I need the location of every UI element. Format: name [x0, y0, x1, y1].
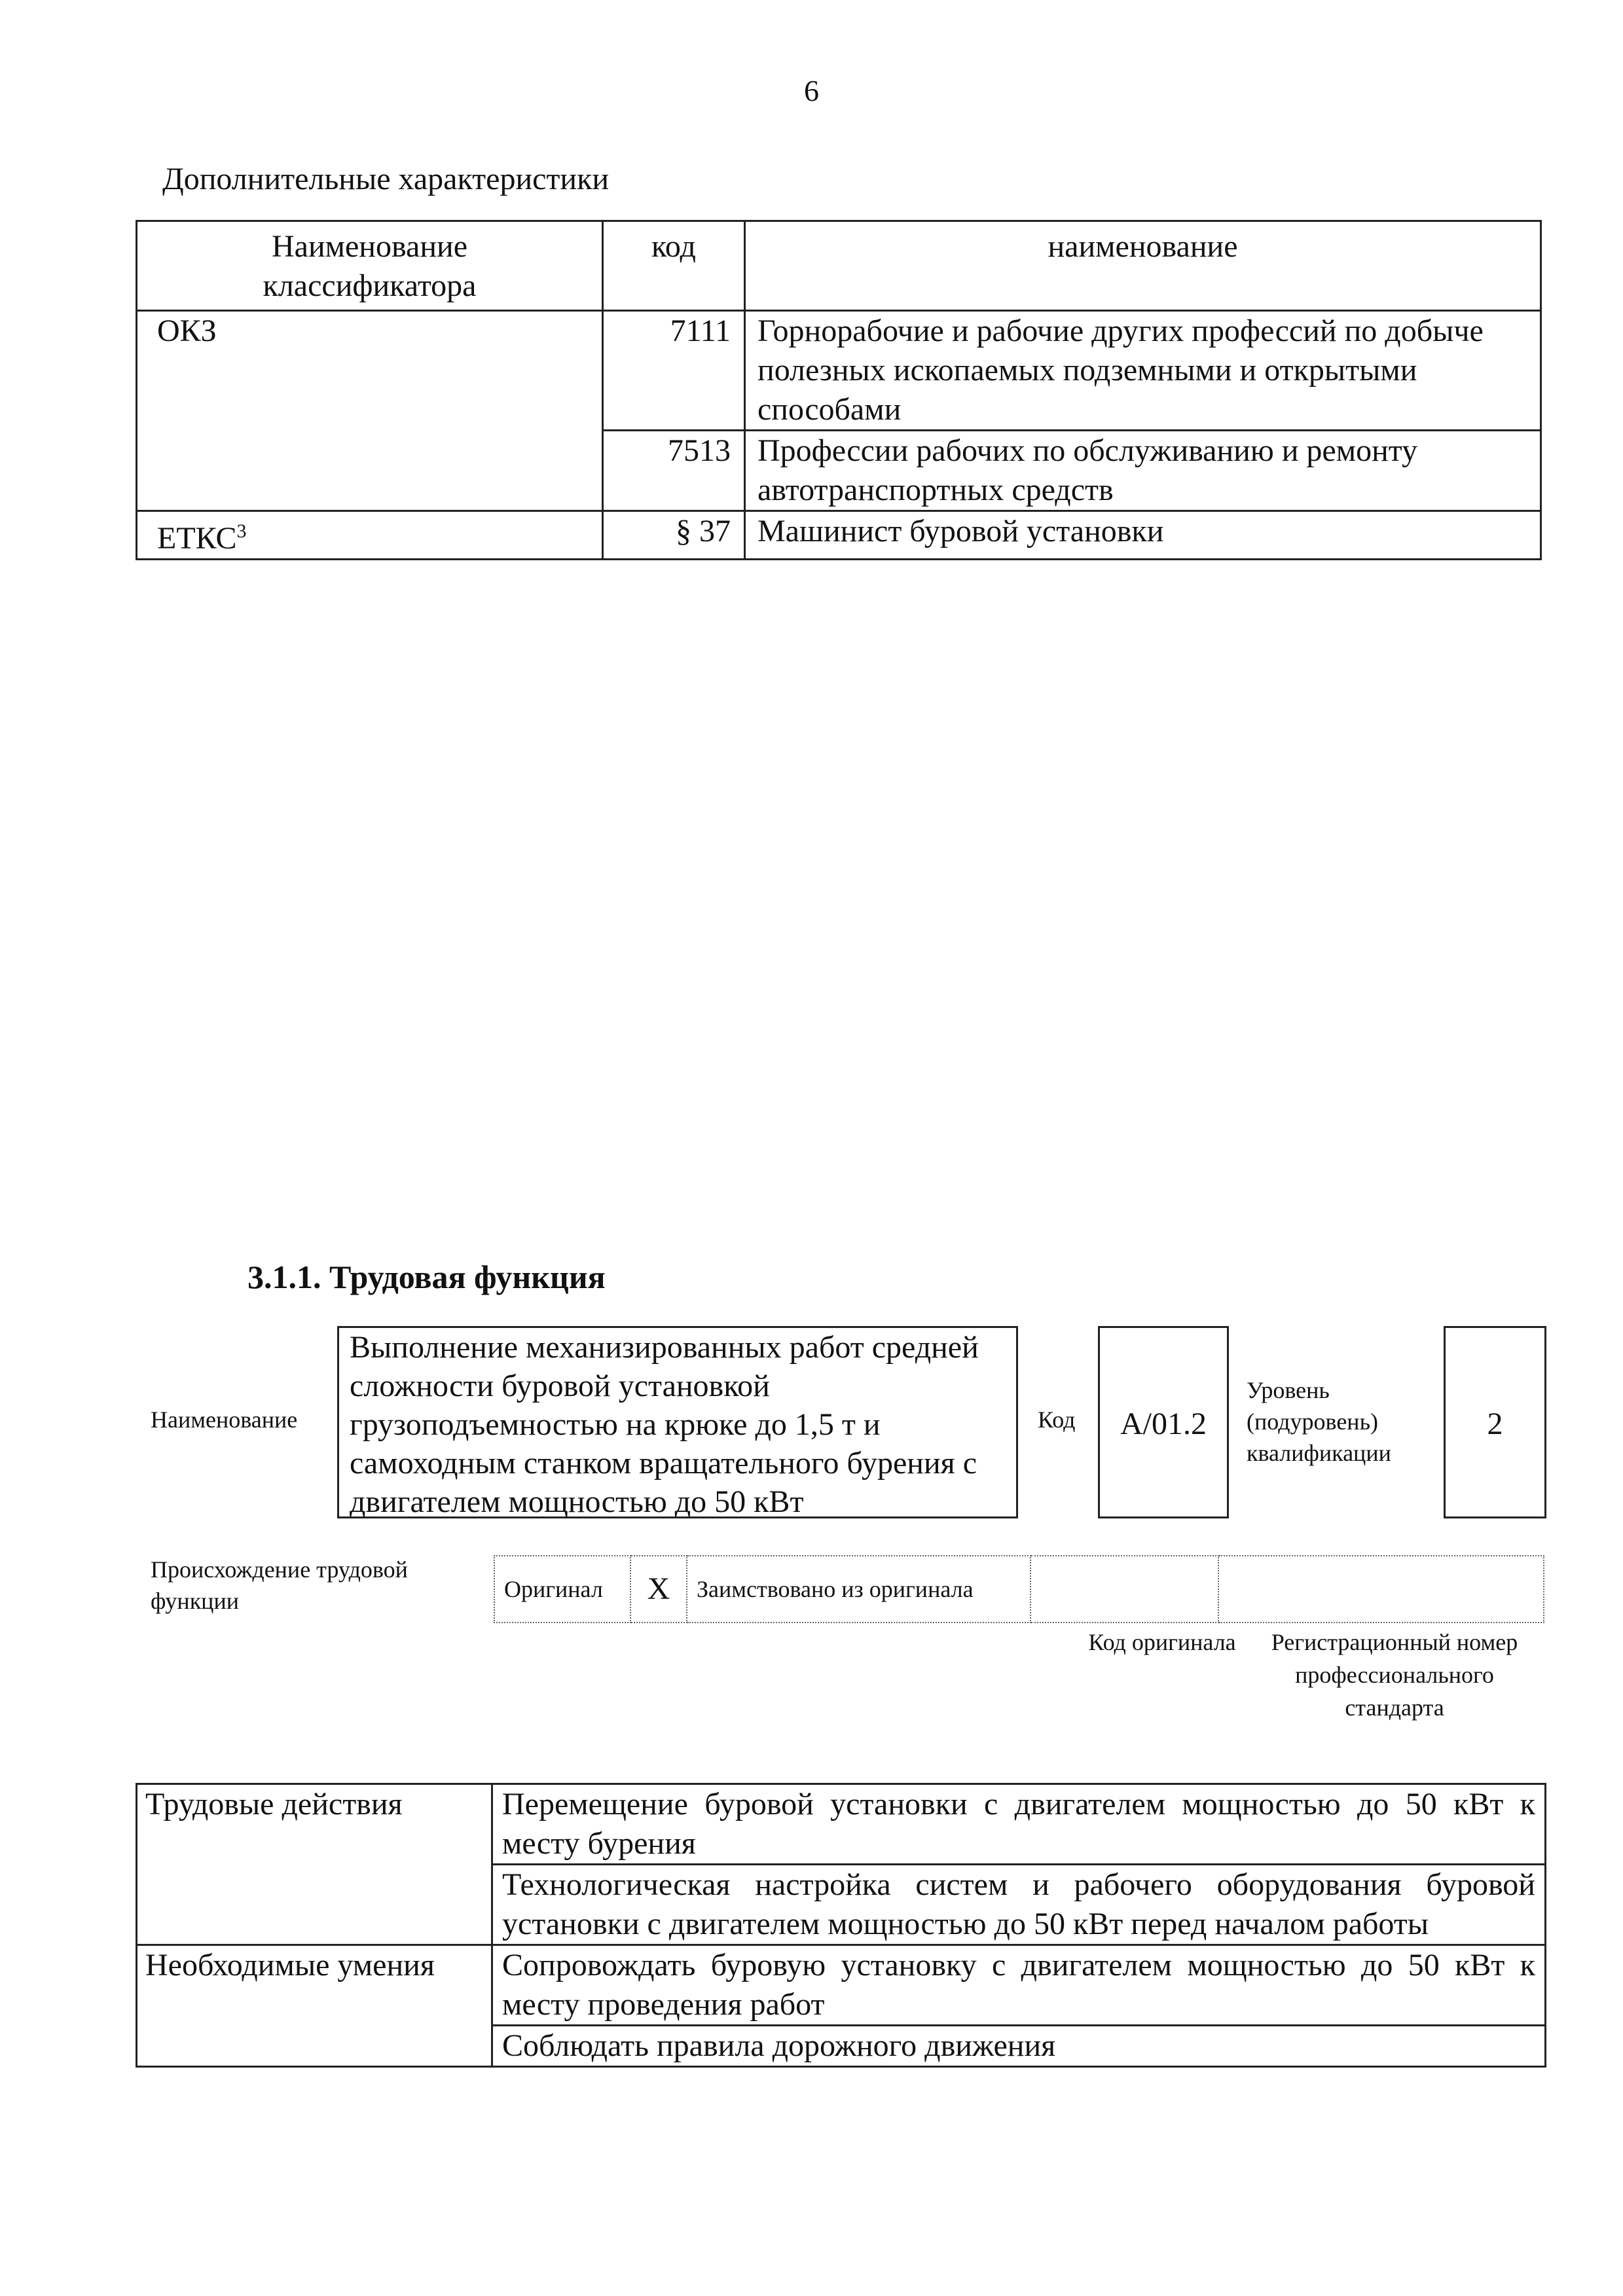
borrowed-label: Заимствовано из оригинала — [687, 1556, 1030, 1623]
classifier-cell: ОКЗ — [137, 311, 603, 511]
table-row — [137, 311, 1541, 431]
labor-function-heading: 3.1.1. Трудовая функция — [247, 1259, 606, 1295]
footnote-mark: 3 — [236, 520, 247, 542]
name-cell: Профессии рабочих по обслуживанию и ремонту автотранспортных средств — [745, 431, 1541, 511]
table-row — [137, 1945, 1546, 2026]
table-row — [137, 511, 1541, 560]
original-label: Оригинал — [494, 1556, 630, 1623]
actions-table — [136, 1783, 1546, 2068]
code-cell: § 37 — [603, 511, 745, 560]
origin-label: Происхождение трудовой функции — [151, 1556, 408, 1614]
name-cell: Горнорабочие и рабочие других профессий по добыче полезных ископаемых подземными и открытыми способами — [745, 311, 1541, 431]
function-name-value: Выполнение механизированных работ средней сложности буровой установкой грузоподъемностью на крюке до 1,5 т и самоходным станком вращательного бурения с двигателем мощностью до 50 кВт — [337, 1326, 1018, 1518]
original-code-caption: Код оригинала — [1088, 1629, 1236, 1655]
registration-number-caption: Регистрационный номер профессионального стандарта — [1271, 1629, 1518, 1721]
classifier-cell: ЕТКС$^3$ — [137, 511, 603, 560]
origin-table — [494, 1555, 1544, 1623]
header-name: наименование — [745, 221, 1541, 311]
code-value: А/01.2 — [1098, 1326, 1229, 1518]
additional-characteristics-title: Дополнительные характеристики — [162, 162, 610, 196]
item-cell: Соблюдать правила дорожного движения — [492, 2026, 1546, 2067]
item-cell: Сопровождать буровую установку с двигателем мощностью до 50 кВт к месту проведения работ — [492, 1945, 1546, 2026]
header-code: код — [603, 221, 745, 311]
original-mark: X — [630, 1556, 687, 1623]
item-cell: Технологическая настройка систем и рабочего оборудования буровой установки с двигателем мощностью до 50 кВт перед началом работы — [492, 1865, 1546, 1945]
section-title-cell: Необходимые умения — [137, 1945, 492, 2067]
original-code-cell — [1030, 1556, 1218, 1623]
section-title-cell: Трудовые действия — [137, 1784, 492, 1945]
code-cell: 7513 — [603, 431, 745, 511]
header-classifier: Наименование классификатора — [137, 221, 603, 311]
function-name-label: Наименование — [151, 1407, 298, 1433]
code-label: Код — [1038, 1407, 1076, 1433]
qualification-level-value: 2 — [1444, 1326, 1546, 1518]
item-cell: Перемещение буровой установки с двигателем мощностью до 50 кВт к месту бурения — [492, 1784, 1546, 1865]
table-row — [137, 1784, 1546, 1865]
qualification-level-label: Уровень (подуровень) квалификации — [1247, 1377, 1391, 1466]
registration-number-cell — [1218, 1556, 1544, 1623]
code-cell: 7111 — [603, 311, 745, 431]
table-header-row — [137, 221, 1541, 311]
name-cell: Машинист буровой установки — [745, 511, 1541, 560]
classifiers-table — [136, 220, 1542, 560]
page-number: 6 — [804, 74, 819, 107]
